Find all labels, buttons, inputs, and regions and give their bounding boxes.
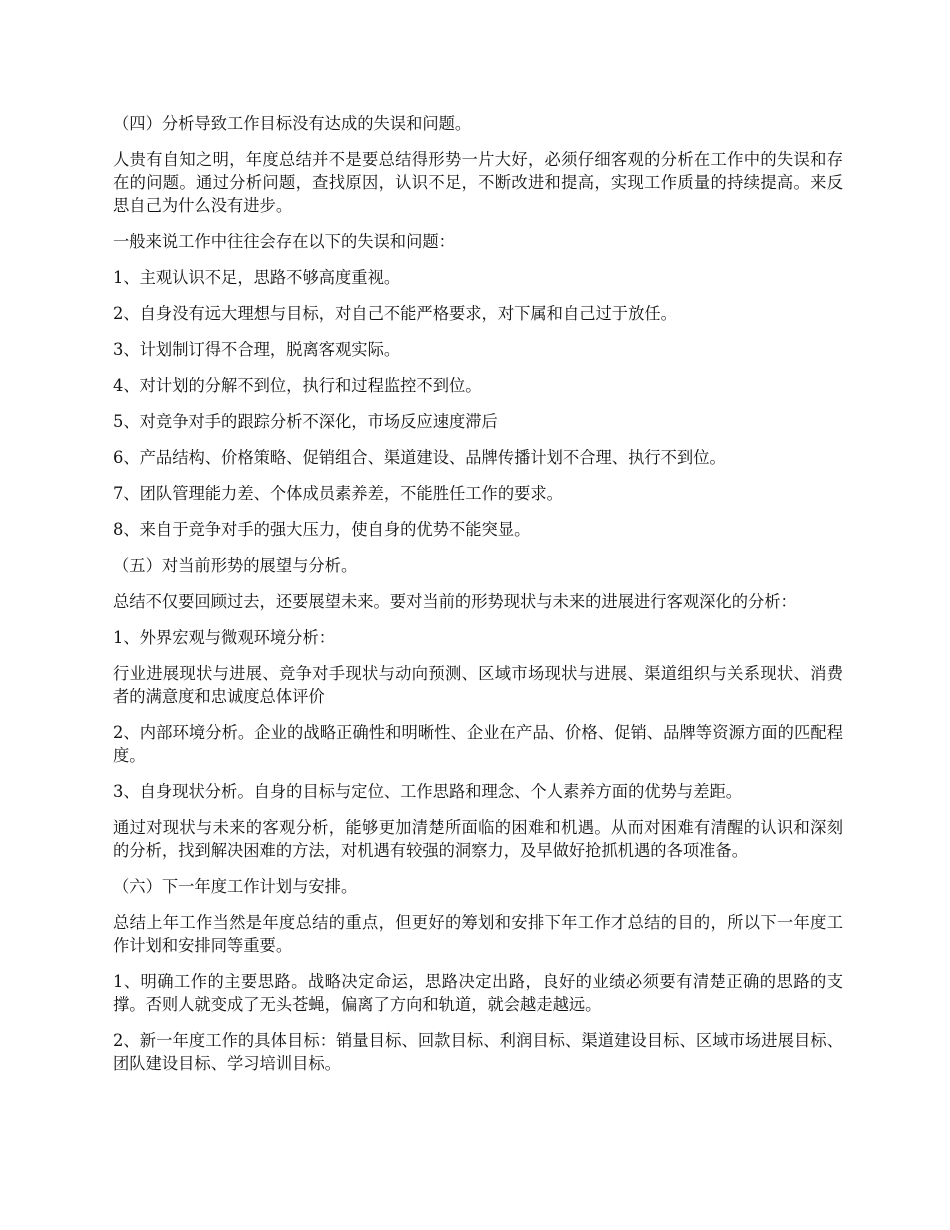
paragraph: 通过对现状与未来的客观分析，能够更加清楚所面临的困难和机遇。从而对困难有清醒的认识和深刻的分析，找到解决困难的方法，对机遇有较强的洞察力，及早做好抢抓机遇的各项准备。 [113,818,843,860]
list-item: 1、明确工作的主要思路。战略决定命运，思路决定出路，良好的业绩必须要有清楚正确的思路的支撑。否则人就变成了无头苍蝇，偏离了方向和轨道，就会越走越远。 [113,972,843,1014]
list-item: 3、计划制订得不合理，脱离客观实际。 [113,340,401,359]
list-item: 6、产品结构、价格策略、促销组合、渠道建设、品牌传播计划不合理、执行不到位。 [113,448,726,467]
list-item: 3、自身现状分析。自身的目标与定位、工作思路和理念、个人素养方面的优势与差距。 [113,782,743,801]
list-item: 1、主观认识不足，思路不够高度重视。 [113,268,401,287]
section-heading-5: （五）对当前形势的展望与分析。 [113,556,358,575]
section-heading-4: （四）分析导致工作目标没有达成的失误和问题。 [113,114,472,133]
list-item: 5、对竞争对手的跟踪分析不深化，市场反应速度滞后 [113,412,498,431]
list-item: 4、对计划的分解不到位，执行和过程监控不到位。 [113,376,482,395]
paragraph: 总结上年工作当然是年度总结的重点，但更好的筹划和安排下年工作才总结的目的，所以下一年度工作计划和安排同等重要。 [113,913,843,955]
list-item: 1、外界宏观与微观环境分析： [113,628,336,647]
paragraph: 人贵有自知之明，年度总结并不是要总结得形势一片大好，必须仔细客观的分析在工作中的失误和存在的问题。通过分析问题，查找原因，认识不足，不断改进和提高，实现工作质量的持续提高。来反思自己为什么没有进步。 [113,150,843,215]
list-item: 2、内部环境分析。企业的战略正确性和明晰性、企业在产品、价格、促销、品牌等资源方面的匹配程度。 [113,723,843,765]
paragraph: 一般来说工作中往往会存在以下的失误和问题： [113,232,455,251]
document-page [113,112,843,1088]
section-heading-6: （六）下一年度工作计划与安排。 [113,877,358,896]
list-item: 8、来自于竞争对手的强大压力，使自身的优势不能突显。 [113,520,531,539]
list-item: 2、新一年度工作的具体目标：销量目标、回款目标、利润目标、渠道建设目标、区域市场进展目标、团队建设目标、学习培训目标。 [113,1031,843,1073]
list-item: 2、自身没有远大理想与目标，对自己不能严格要求，对下属和自己过于放任。 [113,304,677,323]
paragraph: 行业进展现状与进展、竞争对手现状与动向预测、区域市场现状与进展、渠道组织与关系现状、消费者的满意度和忠诚度总体评价 [113,664,843,706]
list-item: 7、团队管理能力差、个体成员素养差，不能胜任工作的要求。 [113,484,563,503]
paragraph: 总结不仅要回顾过去，还要展望未来。要对当前的形势现状与未来的进展进行客观深化的分析： [113,592,797,611]
